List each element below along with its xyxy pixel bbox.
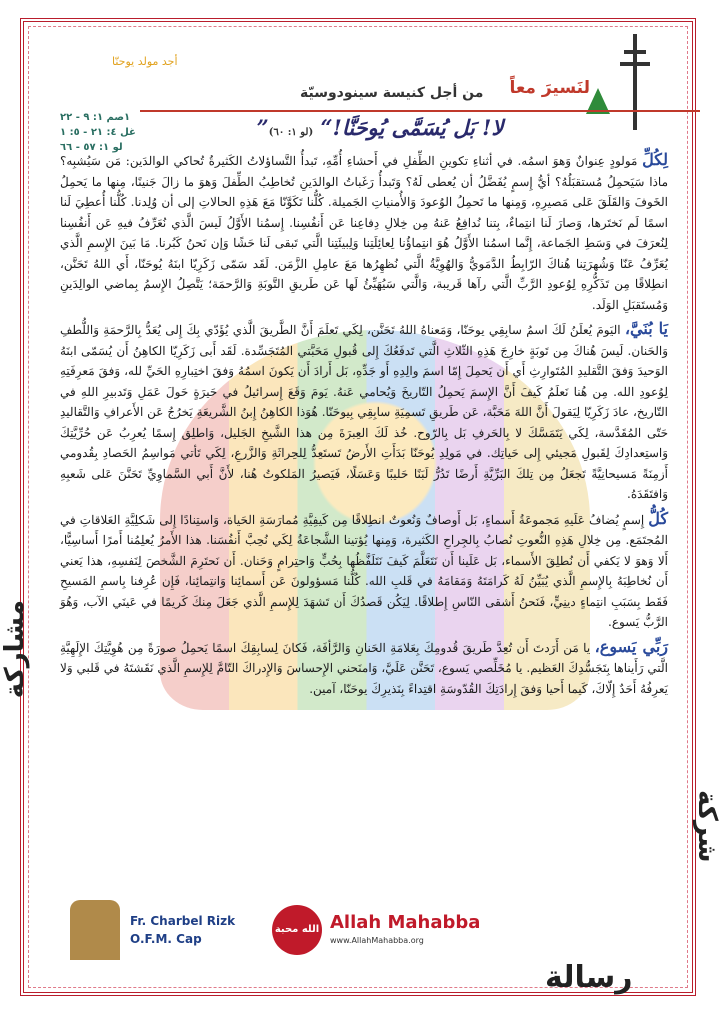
bible-references xyxy=(60,110,136,155)
paragraph-text: إِسمٍ يُضافُ عَلَيهِ مَجموعَةُ أَسماءٍ، بَل أَوصافٌ وَنُعوتٌ انطِلاقًا مِن كَيفِيَّةِ مُمارَسَةِ الحَياة، وَاستِنادًا إِلى شَكلِيَّةِ العَلاقاتِ في المُجتَمَع. مِن خِلالِ هَذِهِ النُّعوتِ نُصابُ بِالجِراحِ الكَثيرة، وَمِنها يُؤتينا الشَّجاعَةُ لِكَي نُحِبَّ أَنفُسَنا. هذا الأَمرُ يُعلِمُنا أَمرًا أَساسِيًّا، أَلا وَهوَ لا يَكفي أَن نُطلِقَ الأَسماء، بَل عَلَينا أَن نَتَعَلَّمَ كَيفَ نَتَلَفَّظُها بِحُبٍّ وَاحتِرامٍ وَحَنان. أَن نَحتَرِمَ الشَّخصَ لِنَفسِهِ، هذا يَعني أَن نُخاطِبَهُ بِالإِسمِ الَّذي يُبَيِّنُ لَهُ كَرامَتَهُ وَمَقامَهُ في قَلبِ الله. كُلُّنا مَسؤولونَ عَن أَسمائِنا وَانتِمائِنا، فَإِن عُرِفنا بِاسمِ المَسيحِ فَقَط بِسَبَبِ انتِماءٍ دينِيٍّ، فَنَحنُ أَشقى النّاسِ إِطلاقًا. لِيَكُن قَصدُكَ أَن تَشهَدَ لِلإِسمِ الَّذي جَعَلَ مِنكَ كَريمًا في عَينَي الآب، وَهُوَ الرَّبُّ يَسوع. xyxy=(60,512,668,629)
paragraph-lead: كُلُّ xyxy=(648,508,668,528)
author-order-line: O.F.M. Cap xyxy=(130,932,202,946)
title-text: ”لا! بَل يُسَمَّى يُوحَنَّا!“ xyxy=(256,115,504,140)
paragraph-2 xyxy=(60,319,668,505)
side-word-sharika: شركة xyxy=(692,790,722,863)
paragraph-text: يا مَن أَرَدتَ أَن تُعِدَّ طَريقَ قُدومِكَ بِعَلامَةِ الحَنانِ وَالرَّأفَة، فَكانَ لِسابِقِكَ اسمًا يَحمِلُ صورَةً مِن هُوِيَّتِكَ الإِلَهِيَّةِ الَّتي رَأَيناها بِتَجَسُّدِكَ العَظيم. يا مُخَلِّصي يَسوع، تَحَنَّن عَلَيَّ، وَامنَحني الإِحساسَ وَالإِدراكَ التّامَّ لِلإِسمِ الَّذي نَقَشتَهُ في قَلبي وَلا يَعرِفُهُ أَحَدٌ إِلّاكَ، كَيما أَحيا وَفقَ إِرادَتِكَ القُدّوسَةِ اقتِداءً بِنَذيرِكَ يوحَنّا، آمين. xyxy=(60,640,668,696)
maronite-cross-icon xyxy=(620,34,650,130)
paragraph-text: مَولودٍ عِنوانٌ وَهوَ اسمُه. في أثناءِ تكوينِ الطِّفلِ في أَحشاءِ أُمِّهِ، تَبدأُ التَّساؤلاتُ الكَثيرةُ تُحاكي الوالدَين: مَن سَيُشبِه؟ ماذا سَيَحمِلُ مُستقبَلُهُ؟ أيُّ إِسمٍ يُفَضَّلُ أن يُعطى لَهُ؟ وَتَبدأُ رَغَباتُ الوالدَينِ تُخاطِبُ الطِّفلَ وَهوَ ما زالَ جَنينًا، مِنها ما يَحمِلُ الخَوفَ وَالقَلَقَ عَلى مَصيرِهِ، وَمِنها ما تَحمِلُ الوُعودَ وَالأُمنياتِ الجَميلة. كُلُّنا تَكَوَّنّا مَعَ هَذِهِ الحالاتِ إلى أن وُلِدنا. كُلُّنا أُعطِيَ لَنا اسمًا لَم نَختَرها، وَصارَ لَنا انتِماءٌ، بِتنا نُدافِعُ عَنهُ مِن خِلالِ دِفاعِنا عَن أَنفُسِنا. إِسمُنا الأَوَّلُ لَيسَ الَّذي نُعَرِّفُ فيهِ عَن أَنفُسِنا لِنُعرَفَ في وَسَطِ الجَماعة، إِنَّما اسمُنا الأَوَّلُ هُوَ انتِماؤُنا لِعائِلَتِنا وَلِبيئَتِنا الَّتي تَبقى لَنا حَشًا وَإن نَحنُ كَبُرنا. مَا بَينَ الإِسمِ الَّذي يُعَرِّفُ عَنّا وَشُهرَتِنا هُناكَ الرّابِطُ الدَّمَويُّ وَالهُوِيَّةُ الَّتي نُظهِرُها مَعَ عامِلِ الزَّمَن. لَقَد سَمّى زَكَرِيّا ابنَهُ يُوحَنّا، أَي اللهُ تَحَنَّن، انطِلاقًا مِن تَذَكُّرِهِ لِوُعودِ الرَّبِّ الَّتي رآها قَريبة، وَالَّتي سَيُهَيِّئُ لَها عَن طَريقِ التَّوبَةِ وَالرَّحمَة؛ يَتَّصِلُ الإِسمُ بِماضي الوالِدَينِ وَمُستَقبَلِ الوَلَد. xyxy=(60,154,668,312)
header-divider xyxy=(140,110,700,112)
author-name-line: Fr. Charbel Rizk xyxy=(130,914,236,928)
reference-2: غل ٤: ٢١ - ٥: ١ xyxy=(60,127,136,138)
author-signature xyxy=(130,912,235,948)
side-word-risala: رسالة xyxy=(545,960,633,995)
title-reference: (لو ١: ٦٠) xyxy=(268,127,314,138)
reference-1: ١صم ١: ٩ - ٢٢ xyxy=(60,112,131,123)
side-word-musharaka: مشاركة xyxy=(0,600,30,699)
slogan-synodal-church: من أجل كنيسة سينودوسيّة xyxy=(300,85,484,101)
paragraph-lead: رَبِّي يَسوع، xyxy=(594,636,669,656)
page-title xyxy=(230,115,530,140)
site-url[interactable]: www.AllahMahabba.org xyxy=(330,936,424,945)
slogan-walk-together: لنَسيرَ معاً xyxy=(509,78,590,98)
paragraph-lead: يَا بُنَيَّ، xyxy=(624,319,668,338)
paragraph-lead: لِكُلِّ xyxy=(642,150,668,169)
site-name: Allah Mahabba xyxy=(330,912,481,933)
allah-mahabba-logo: الله محبة xyxy=(272,905,322,955)
franciscan-logo-icon xyxy=(70,900,120,960)
paragraph-1 xyxy=(60,150,668,315)
author-name: أجد مولد يوحنّا xyxy=(112,55,178,68)
reference-3: لو ١: ٥٧ - ٦٦ xyxy=(60,142,123,153)
paragraph-4 xyxy=(60,637,668,700)
article-body xyxy=(60,150,668,790)
footer xyxy=(60,900,680,980)
paragraph-3 xyxy=(60,509,668,633)
paragraph-text: اليَومَ يُعلَنُ لَكَ اسمُ سابِقِي يوحَنّا، وَمَعناهُ اللهُ تَحَنَّن، لِكَي تَعلَمَ أَنَّ الطَّريقَ الَّذي يُؤَدّي بِكَ إِلى يُعَدُّ بِالرَّحمَةِ وَاللُّطفِ وَالحَنان. لَيسَ هُناكَ مِن تَوبَةٍ خارِجَ هَذِهِ الثّلاثِ الَّتي تَدفَعُكَ إِلى قُبولِ مَحَبَّتي المُتَجَسِّدة. لَقَد أَبى زَكَرِيّا الكاهِنُ أَن يُسَمّى ابنَهُ الوَحيدَ وَفقَ التَّقليدِ المُتَوارِثِ أَي أَن يَحمِلَ إِمّا اسمَ والِدِهِ أَو جَدِّهِ، بَل أَرادَ أَن يَكونَ اسمُهُ وَفقَ اختِبارِهِ الحَيِّ لله، وَفقَ مَعرِفَتِهِ لِوُعودِ الله. مِن هُنا نَعلَمُ كَيفَ أَنَّ الإِسمَ يَحمِلُ التّاريخَ وَيُحامي عَنهُ. يَومَ وَقَعَ إِسرائيلُ في حَيرَةٍ حَولَ عَمَلِ وَتَدبيرِ اللهِ في التّاريخ، عادَ زَكَرِيّا لِيَقولَ أَنَّ اللهَ مَحَبَّة، عَن طَريقِ تَسمِيَةِ سابِقِي بِيوحَنّا. هُوَذا الكاهِنُ إِبنُ الشَّريعَةِ يَخرُجُ عَن الأَعرافِ وَالتَّقاليدِ حَتّى المُقَدَّسة، لِكَي يَتَمَسَّكَ لا بِالحَرفِ بَل بِالرّوح. خُذ لَكَ العِبرَةَ مِن هذا الشَّيخِ الجَليل، وَاطلِق إِسمًا يُعرِبُ عَن حُرِّيَّتِكَ وَاستِعدادِكَ لِقَبولِ مَجيئي إِلى حَياتِك. في مَولِدِ يُوحَنّا بَدَأَتِ الأَرضُ تَستَعِدُّ لِلحِراثَةِ وَالزَّرعِ، لِكَي تَأتي مَواسِمُ الحَصادِ بِقُدومي أَزمِنَةً مَسيحانِيَّةً تَجعَلُ مِن تِلكَ البَرِّيَّةِ أَرضًا تَدُرُّ لَبَنًا حَليبًا وَعَسَلًا، فَيَصيرُ المَلكوتُ هُنا، لأَنَّ أَبي السَّماوِيِّ تَحَنَّنَ عَلى شَعبِهِ وَافتَقَدَهُ. xyxy=(60,323,668,501)
